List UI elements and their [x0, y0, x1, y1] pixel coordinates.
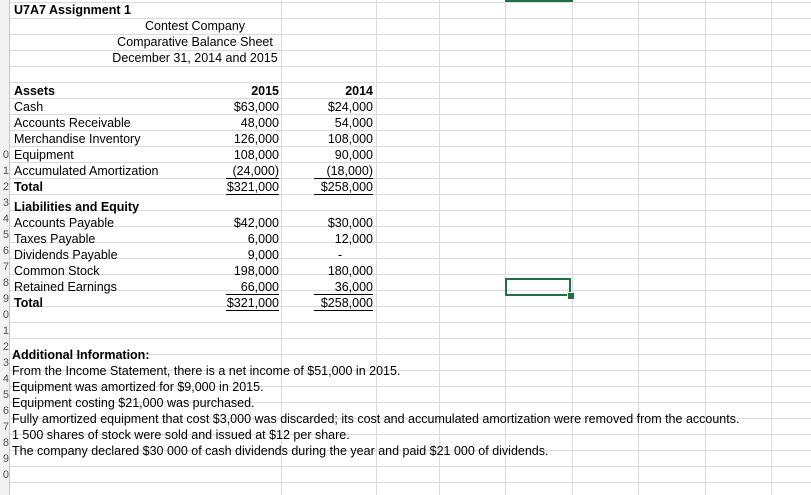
additional-info-line: Equipment was amortized for $9,000 in 2015. — [12, 380, 264, 394]
assets-total-2015: $321,000 — [226, 180, 279, 194]
column-selection-indicator — [505, 0, 573, 2]
assets-row-2015: 48,000 — [240, 116, 279, 130]
row-divider — [10, 242, 811, 243]
additional-info-line: The company declared $30 000 of cash dividends during the year and paid $21 000 of dividends. — [12, 444, 549, 458]
assets-row-label: Accumulated Amortization — [14, 164, 159, 178]
liabilities-row-2014: - — [338, 248, 343, 262]
assets-row-2014: (18,000) — [326, 164, 373, 178]
assets-row-label: Equipment — [14, 148, 74, 162]
row-divider — [10, 306, 811, 307]
col-header-2015: 2015 — [251, 84, 279, 98]
assets-row-2014: 90,000 — [334, 148, 373, 162]
liabilities-row-label: Retained Earnings — [14, 280, 117, 294]
selected-cell[interactable] — [505, 278, 571, 296]
liabilities-total-2015: $321,000 — [226, 296, 279, 310]
liabilities-row-2015: $42,000 — [233, 216, 279, 230]
col-divider — [771, 0, 772, 495]
liabilities-row-2014: 180,000 — [327, 264, 373, 278]
subtotal-line — [314, 178, 373, 179]
assets-row-2015: 126,000 — [233, 132, 279, 146]
total-underline — [314, 310, 373, 311]
row-number[interactable]: 0 — [2, 149, 9, 161]
statement-name: Comparative Balance Sheet — [117, 35, 273, 49]
row-divider — [10, 466, 811, 467]
liabilities-row-2014: 12,000 — [334, 232, 373, 246]
row-number[interactable]: 7 — [2, 421, 9, 433]
row-number[interactable]: 4 — [2, 213, 9, 225]
liabilities-row-2014: 36,000 — [334, 280, 373, 294]
row-number[interactable]: 6 — [2, 245, 9, 257]
row-divider — [10, 258, 811, 259]
assets-row-2014: $24,000 — [327, 100, 373, 114]
liabilities-row-2014: $30,000 — [327, 216, 373, 230]
row-divider — [10, 274, 811, 275]
row-divider — [10, 338, 811, 339]
statement-period: December 31, 2014 and 2015 — [112, 51, 278, 65]
assets-row-2015: (24,000) — [232, 164, 279, 178]
row-divider — [10, 290, 811, 291]
liabilities-total-label: Total — [14, 296, 43, 310]
row-number[interactable]: 5 — [2, 229, 9, 241]
assets-row-2015: 108,000 — [233, 148, 279, 162]
company-name: Contest Company — [144, 19, 246, 33]
row-number[interactable]: 4 — [2, 373, 9, 385]
row-number[interactable]: 1 — [2, 325, 9, 337]
row-number[interactable]: 3 — [2, 197, 9, 209]
row-number[interactable]: 0 — [2, 309, 9, 321]
row-number[interactable]: 8 — [2, 437, 9, 449]
liabilities-row-2015: 66,000 — [240, 280, 279, 294]
row-divider — [10, 226, 811, 227]
subtotal-line — [314, 294, 373, 295]
additional-info-heading: Additional Information: — [12, 348, 150, 362]
row-number[interactable]: 0 — [2, 469, 9, 481]
row-divider — [10, 322, 811, 323]
liabilities-row-label: Dividends Payable — [14, 248, 118, 262]
liabilities-row-2015: 6,000 — [247, 232, 279, 246]
liabilities-row-label: Common Stock — [14, 264, 100, 278]
row-number[interactable]: 9 — [2, 293, 9, 305]
liabilities-row-label: Taxes Payable — [14, 232, 96, 246]
assets-row-2014: 54,000 — [334, 116, 373, 130]
additional-info-line: Fully amortized equipment that cost $3,000 was discarded; its cost and accumulated amortization were removed from the accounts. — [12, 412, 740, 426]
assets-row-2014: 108,000 — [327, 132, 373, 146]
sheet-title: U7A7 Assignment 1 — [14, 3, 131, 17]
liabilities-total-2014: $258,000 — [320, 296, 373, 310]
row-number[interactable]: 6 — [2, 405, 9, 417]
assets-heading: Assets — [14, 84, 55, 98]
total-underline — [226, 310, 279, 311]
row-divider — [10, 482, 811, 483]
fill-handle[interactable] — [567, 292, 575, 300]
row-number[interactable]: 1 — [2, 165, 9, 177]
row-divider — [10, 194, 811, 195]
additional-info-line: From the Income Statement, there is a net income of $51,000 in 2015. — [12, 364, 401, 378]
assets-total-2014: $258,000 — [320, 180, 373, 194]
additional-info-line: 1 500 shares of stock were sold and issued at $12 per share. — [12, 428, 350, 442]
row-divider — [10, 98, 811, 99]
assets-row-2015: $63,000 — [233, 100, 279, 114]
row-number[interactable]: 3 — [2, 357, 9, 369]
subtotal-line — [226, 294, 279, 295]
total-underline — [226, 194, 279, 195]
row-divider — [10, 82, 811, 83]
row-number[interactable]: 5 — [2, 389, 9, 401]
col-header-2014: 2014 — [345, 84, 373, 98]
row-number[interactable]: 8 — [2, 277, 9, 289]
row-number[interactable]: 2 — [2, 181, 9, 193]
additional-info-line: Equipment costing $21,000 was purchased. — [12, 396, 255, 410]
row-number[interactable]: 2 — [2, 341, 9, 353]
subtotal-line — [226, 178, 279, 179]
liabilities-row-2015: 9,000 — [247, 248, 279, 262]
total-underline — [314, 194, 373, 195]
liabilities-heading: Liabilities and Equity — [14, 200, 140, 214]
assets-row-label: Merchandise Inventory — [14, 132, 141, 146]
assets-row-label: Accounts Receivable — [14, 116, 131, 130]
row-number[interactable]: 9 — [2, 453, 9, 465]
row-divider — [10, 66, 811, 67]
liabilities-row-2015: 198,000 — [233, 264, 279, 278]
assets-total-label: Total — [14, 180, 43, 194]
liabilities-row-label: Accounts Payable — [14, 216, 115, 230]
row-number[interactable]: 7 — [2, 261, 9, 273]
assets-row-label: Cash — [14, 100, 44, 114]
